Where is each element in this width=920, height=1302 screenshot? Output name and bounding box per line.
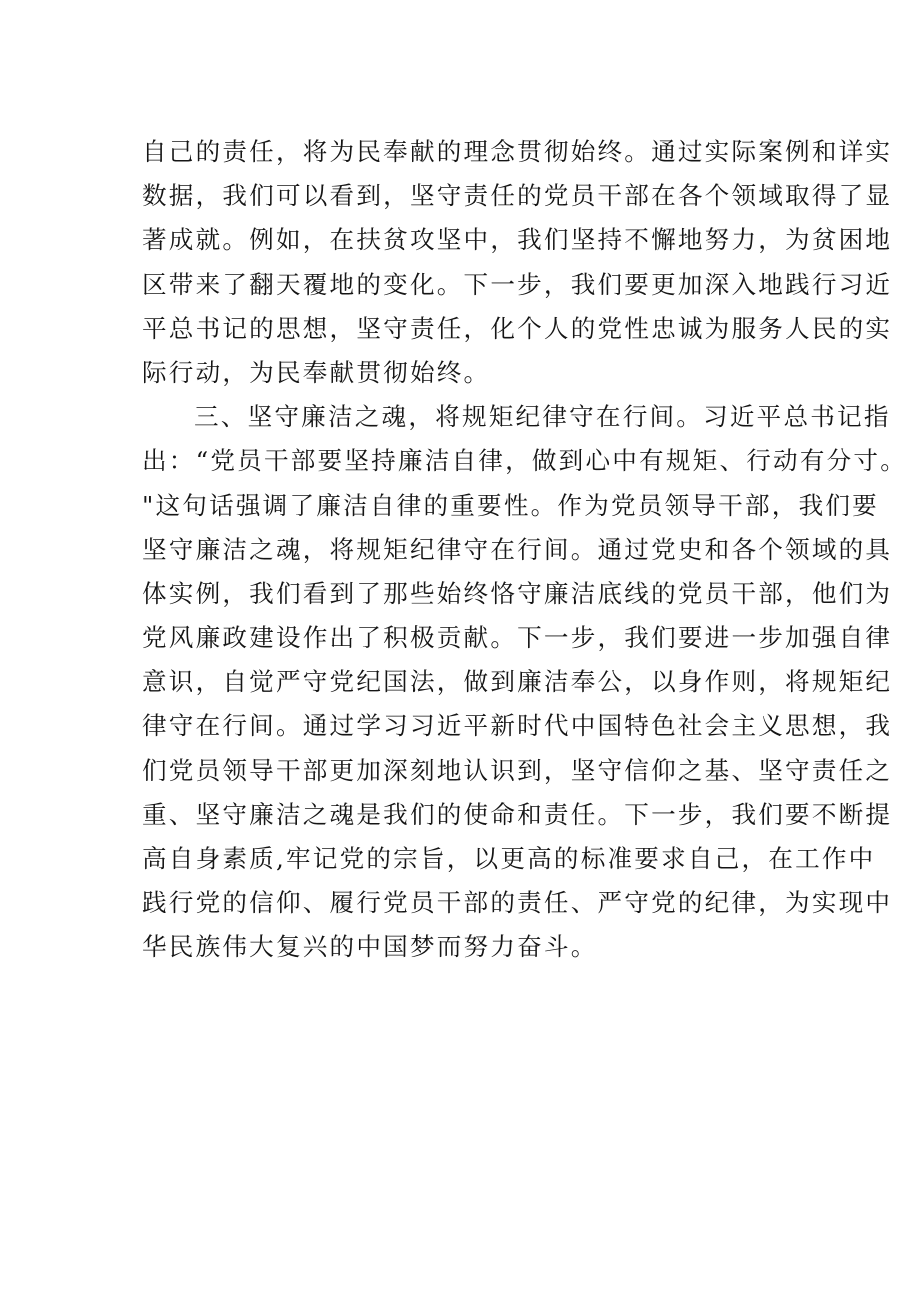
text-line: 践行党的信仰、履行党员干部的责任、严守党的纪律，为实现中 xyxy=(142,888,893,918)
text-line: 华民族伟大复兴的中国梦而努力奋斗。 xyxy=(142,932,598,962)
text-line: 出：“党员干部要坚持廉洁自律，做到心中有规矩、行动有分寸。 xyxy=(142,446,908,476)
text-line: 平总书记的思想，坚守责任，化个人的党性忠诚为服务人民的实 xyxy=(142,313,893,343)
text-line: 律守在行间。通过学习习近平新时代中国特色社会主义思想，我 xyxy=(142,711,893,741)
text-line: 坚守廉洁之魂，将规矩纪律守在行间。通过党史和各个领域的具 xyxy=(142,534,893,564)
text-line: 党风廉政建设作出了积极贡献。下一步，我们要进一步加强自律 xyxy=(142,623,893,653)
paragraph-1 xyxy=(142,130,893,395)
text-line: 际行动，为民奉献贯彻始终。 xyxy=(142,357,491,387)
text-line: 体实例，我们看到了那些始终恪守廉洁底线的党员干部，他们为 xyxy=(142,578,893,608)
text-line: 高自身素质,牢记党的宗旨，以更高的标准要求自己，在工作中 xyxy=(142,844,876,873)
paragraph-2 xyxy=(142,395,908,969)
text-line: 自己的责任，将为民奉献的理念贯彻始终。通过实际案例和详实 xyxy=(142,137,893,166)
document-body xyxy=(142,130,908,970)
text-line: "这句话强调了廉洁自律的重要性。作为党员领导干部，我们要 xyxy=(142,490,879,520)
text-line: 数据，我们可以看到，坚守责任的党员干部在各个领域取得了显 xyxy=(142,181,893,211)
text-line: 们党员领导干部更加深刻地认识到，坚守信仰之基、坚守责任之 xyxy=(142,755,893,785)
text-line: 三、坚守廉洁之魂，将规矩纪律守在行间。习近平总书记指 xyxy=(194,402,891,432)
text-line: 意识，自觉严守党纪国法，做到廉洁奉公，以身作则，将规矩纪 xyxy=(142,667,893,697)
text-line: 著成就。例如，在扶贫攻坚中，我们坚持不懈地努力，为贫困地 xyxy=(142,225,893,255)
text-line: 区带来了翻天覆地的变化。下一步，我们要更加深入地践行习近 xyxy=(142,269,893,299)
text-line: 重、坚守廉洁之魂是我们的使命和责任。下一步，我们要不断提 xyxy=(142,799,893,829)
